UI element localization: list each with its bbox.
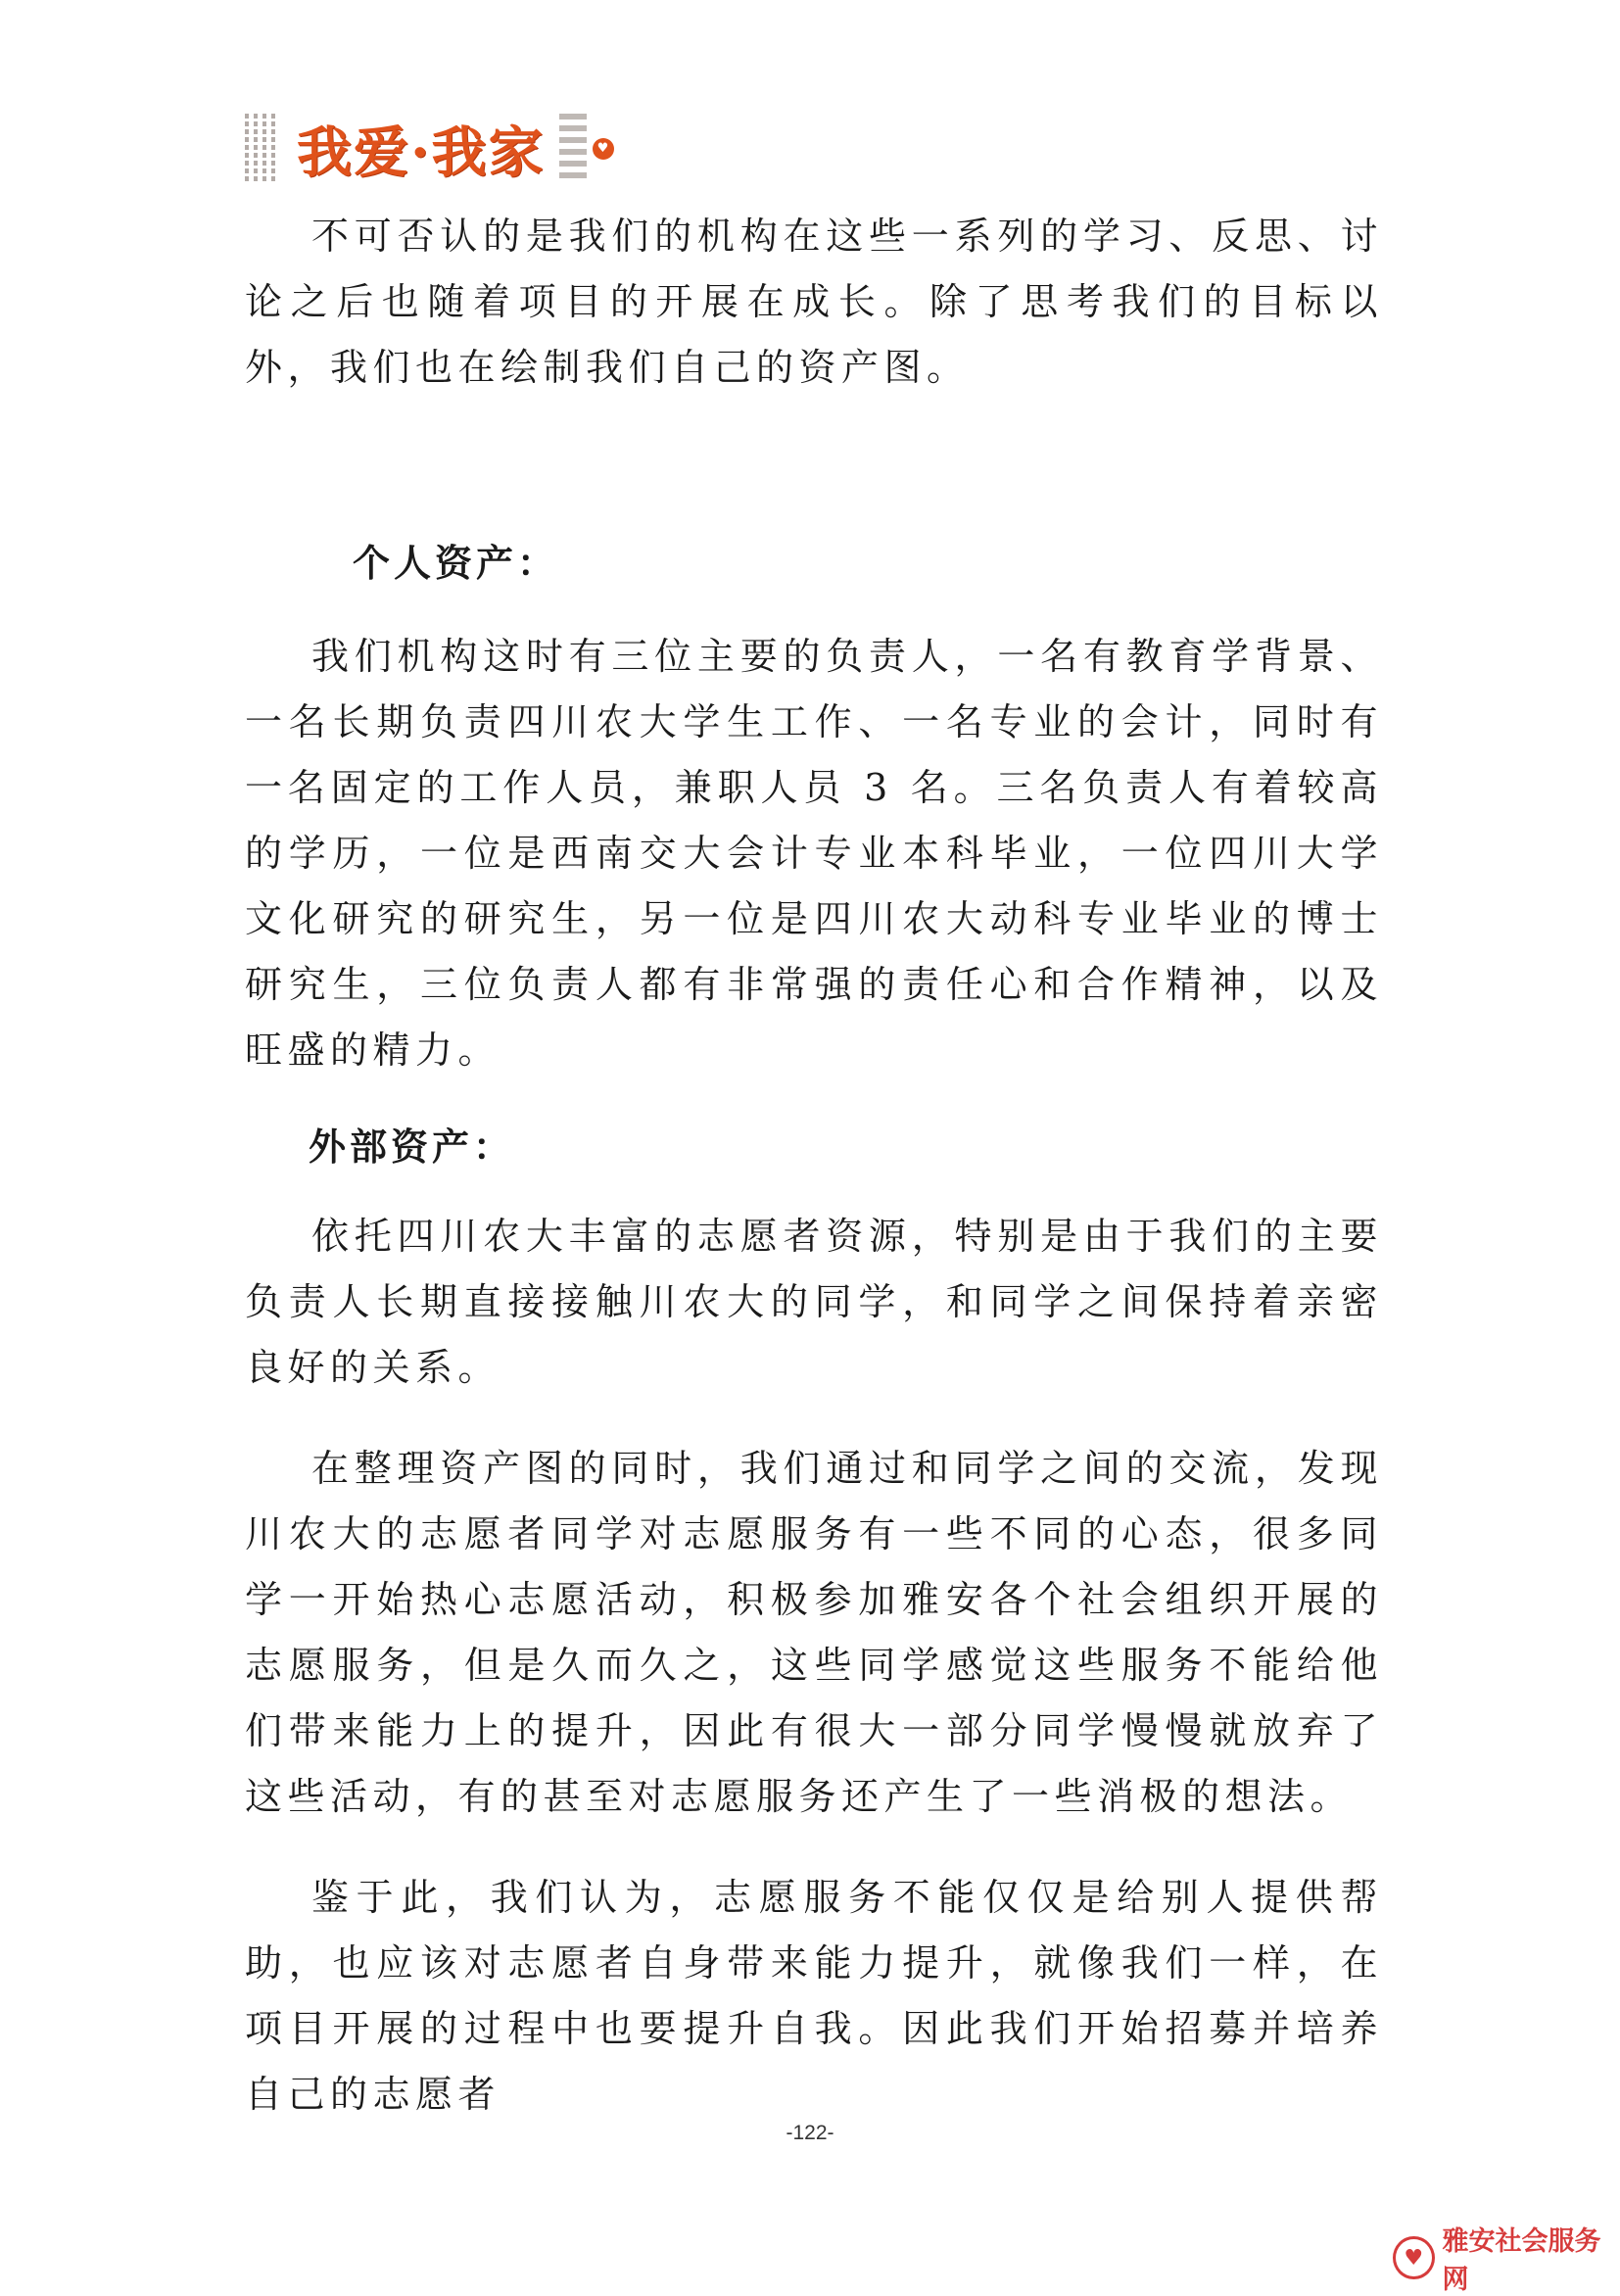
heading-external-assets: 外部资产： [309,1117,1383,1171]
document-body [245,204,1383,2128]
paragraph-personal-assets: 我们机构这时有三位主要的负责人，一名有教育学背景、一名长期负责四川农大学生工作、一名专业的会计，同时有一名固定的工作人员，兼职人员 3 名。三名负责人有着较高的学历，一位是西南交大会计专业本科毕业，一位四川大学文化研究的研究生，另一位是四川农大动科专业毕业的博士研究生，三位负责人都有非常强的责任心和合作精神，以及旺盛的精力。 [245,624,1383,1083]
paragraph-conclusion: 鉴于此，我们认为，志愿服务不能仅仅是给别人提供帮助，也应该对志愿者自身带来能力提升，就像我们一样，在项目开展的过程中也要提升自我。因此我们开始招募并培养自己的志愿者 [245,1865,1383,2128]
logo-title: 我爱·我家 [297,110,546,188]
site-watermark [1393,2220,1620,2296]
logo-side-caption [240,114,279,184]
logo-seal-icon: ♥ [593,138,614,160]
heading-personal-assets: 个人资产： [353,533,1383,587]
heart-logo-icon: ♥ [1393,2236,1435,2279]
paragraph-intro: 不可否认的是我们的机构在这些一系列的学习、反思、讨论之后也随着项目的开展在成长。除了思考我们的目标以外，我们也在绘制我们自己的资产图。 [245,204,1383,401]
header-logo [240,110,614,188]
page-number: -122- [0,2122,1620,2145]
paragraph-external-assets: 依托四川农大丰富的志愿者资源，特别是由于我们的主要负责人长期直接接触川农大的同学，和同学之间保持着亲密良好的关系。 [245,1204,1383,1401]
watermark-text: 雅安社会服务网 [1443,2220,1620,2296]
paragraph-volunteer-attitudes: 在整理资产图的同时，我们通过和同学之间的交流，发现川农大的志愿者同学对志愿服务有一些不同的心态，很多同学一开始热心志愿活动，积极参加雅安各个社会组织开展的志愿服务，但是久而久之，这些同学感觉这些服务不能给他们带来能力上的提升，因此有很大一部分同学慢慢就放弃了这些活动，有的甚至对志愿服务还产生了一些消极的想法。 [245,1436,1383,1830]
logo-side-lines [559,114,587,184]
